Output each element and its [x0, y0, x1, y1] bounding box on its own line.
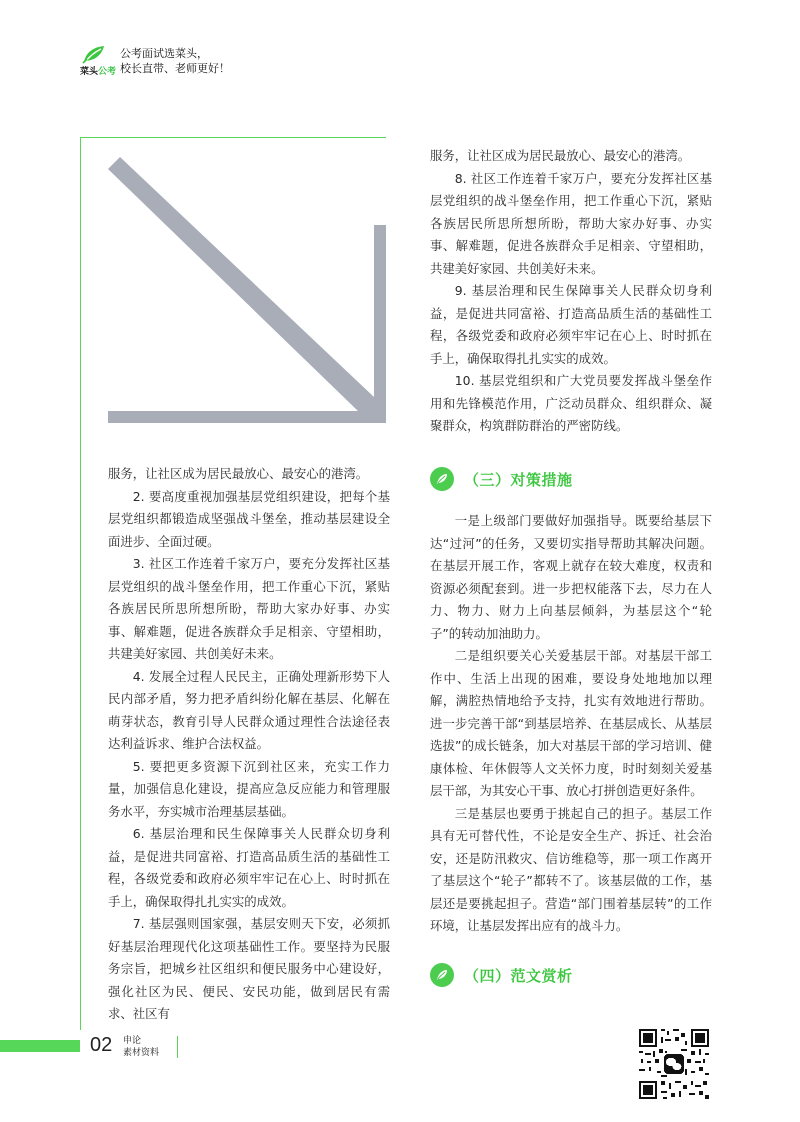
footer-label-line-2: 素材资料: [123, 1048, 160, 1058]
paragraph: 一是上级部门要做好加强指导。既要给基层下达“过河”的任务，又要切实指导帮助其解决问题。在基层开展工作，客观上就存在较大难度，权责和资源必须配套到。进一步把权能落下去，尽力在人力、物力、财力上向基层倾斜，为基层这个“轮子”的转动加油助力。: [430, 513, 712, 641]
page-number: 02: [90, 1034, 113, 1056]
paragraph: 2. 要高度重视加强基层党组织建设，把每个基层党组织都锻造成坚强战斗堡垒，推动基层建设全面进步、全面过硬。: [108, 488, 390, 549]
section-3-body: [430, 510, 712, 938]
paragraph: 服务，让社区成为居民最放心、最安心的港湾。: [108, 466, 369, 481]
qr-code-icon[interactable]: [637, 1027, 711, 1101]
footer-separator: [177, 1036, 178, 1058]
paragraph: 二是组织要关心关爱基层干部。对基层干部工作中、生活上出现的困难，要设身处地地加以理解，满腔热情地给予支持，扎实有效地进行帮助。进一步完善干部“到基层培养、在基层成长、从基层选拔”的成长链条，加大对基层干部的学习培训、健康体检、年休假等人文关怀力度，时时刻刻关爱基层干部，为其安心干事、放心打拼创造更好条件。: [430, 648, 712, 798]
slogan: [120, 46, 230, 76]
header: [80, 44, 280, 84]
footer-label-line-1: 申论: [123, 1036, 142, 1046]
slogan-line-2: 校长直带、老师更好！: [120, 62, 230, 75]
brand-sub: 公考: [98, 67, 117, 77]
left-column: [108, 463, 390, 1026]
paragraph: 9. 基层治理和民生保障事关人民群众切身利益，是促进共同富裕、打造高品质生活的基础性工程，各级党委和政府必须牢牢记在心上、时时抓在手上，确保取得扎扎实实的成效。: [430, 283, 712, 366]
right-column-top: [430, 145, 712, 438]
section-heading-3: [430, 466, 573, 492]
section-title: （三）对策措施: [464, 470, 573, 489]
paragraph: 服务，让社区成为居民最放心、最安心的港湾。: [430, 148, 691, 163]
paragraph: 10. 基层党组织和广大党员要发挥战斗堡垒作用和先锋模范作用，广泛动员群众、组织群众、凝聚群众，构筑群防群治的严密防线。: [430, 373, 712, 433]
leaf-badge-icon: [430, 963, 454, 987]
footer-accent-bar: [0, 1040, 80, 1052]
paragraph: 8. 社区工作连着千家万户，要充分发挥社区基层党组织的战斗堡垒作用，把工作重心下沉，紧贴各族居民所思所想所盼，帮助大家办好事、办实事、解难题，促进各族群众手足相亲、守望相助，共建美好家园、共创美好未来。: [430, 170, 712, 276]
section-title: （四）范文赏析: [464, 966, 573, 985]
paragraph: 3. 社区工作连着千家万户，要充分发挥社区基层党组织的战斗堡垒作用，把工作重心下沉，紧贴各族居民所思所想所盼，帮助大家办好事、办实事、解难题，促进各族群众手足相亲、守望相助，共建美好家园、共创美好未来。: [108, 556, 390, 661]
leaf-badge-icon: [430, 467, 454, 491]
brand-main: 菜头: [80, 67, 99, 77]
paragraph: 4. 发展全过程人民民主，正确处理新形势下人民内部矛盾，努力把矛盾纠纷化解在基层、化解在萌芽状态，教育引导人民群众通过理性合法途径表达利益诉求、维护合法权益。: [108, 668, 390, 751]
brand-name: [80, 64, 116, 77]
frame-vertical-line: [80, 137, 81, 1030]
frame-horizontal-line: [80, 137, 386, 138]
paragraph: 三是基层也要勇于挑起自己的担子。基层工作具有无可替代性，不论是安全生产、拆迁、社会治安，还是防汛救灾、信访维稳等，那一项工作离开了基层这个“轮子”都转不了。该基层做的工作，基层还是要挑起担子。营造“部门围着基层转”的工作环境，让基层发挥出应有的战斗力。: [430, 805, 712, 933]
footer-label: [123, 1035, 159, 1059]
section-heading-4: [430, 962, 573, 988]
slogan-line-1: 公考面试选菜头，: [120, 47, 208, 60]
paragraph: 5. 要把更多资源下沉到社区来，充实工作力量，加强信息化建设，提高应急反应能力和管理服务水平，夯实城市治理基层基础。: [108, 758, 390, 819]
decorative-arrow-icon: [106, 155, 386, 429]
paragraph: 7. 基层强则国家强，基层安则天下安，必须抓好基层治理现代化这项基础性工作。要坚持为民服务宗旨，把城乡社区组织和便民服务中心建设好，强化社区为民、便民、安民功能，做到居民有需求、社区有: [108, 916, 390, 1021]
paragraph: 6. 基层治理和民生保障事关人民群众切身利益，是促进共同富裕、打造高品质生活的基础性工程，各级党委和政府必须牢牢记在心上、时时抓在手上，确保取得扎扎实实的成效。: [108, 826, 390, 909]
